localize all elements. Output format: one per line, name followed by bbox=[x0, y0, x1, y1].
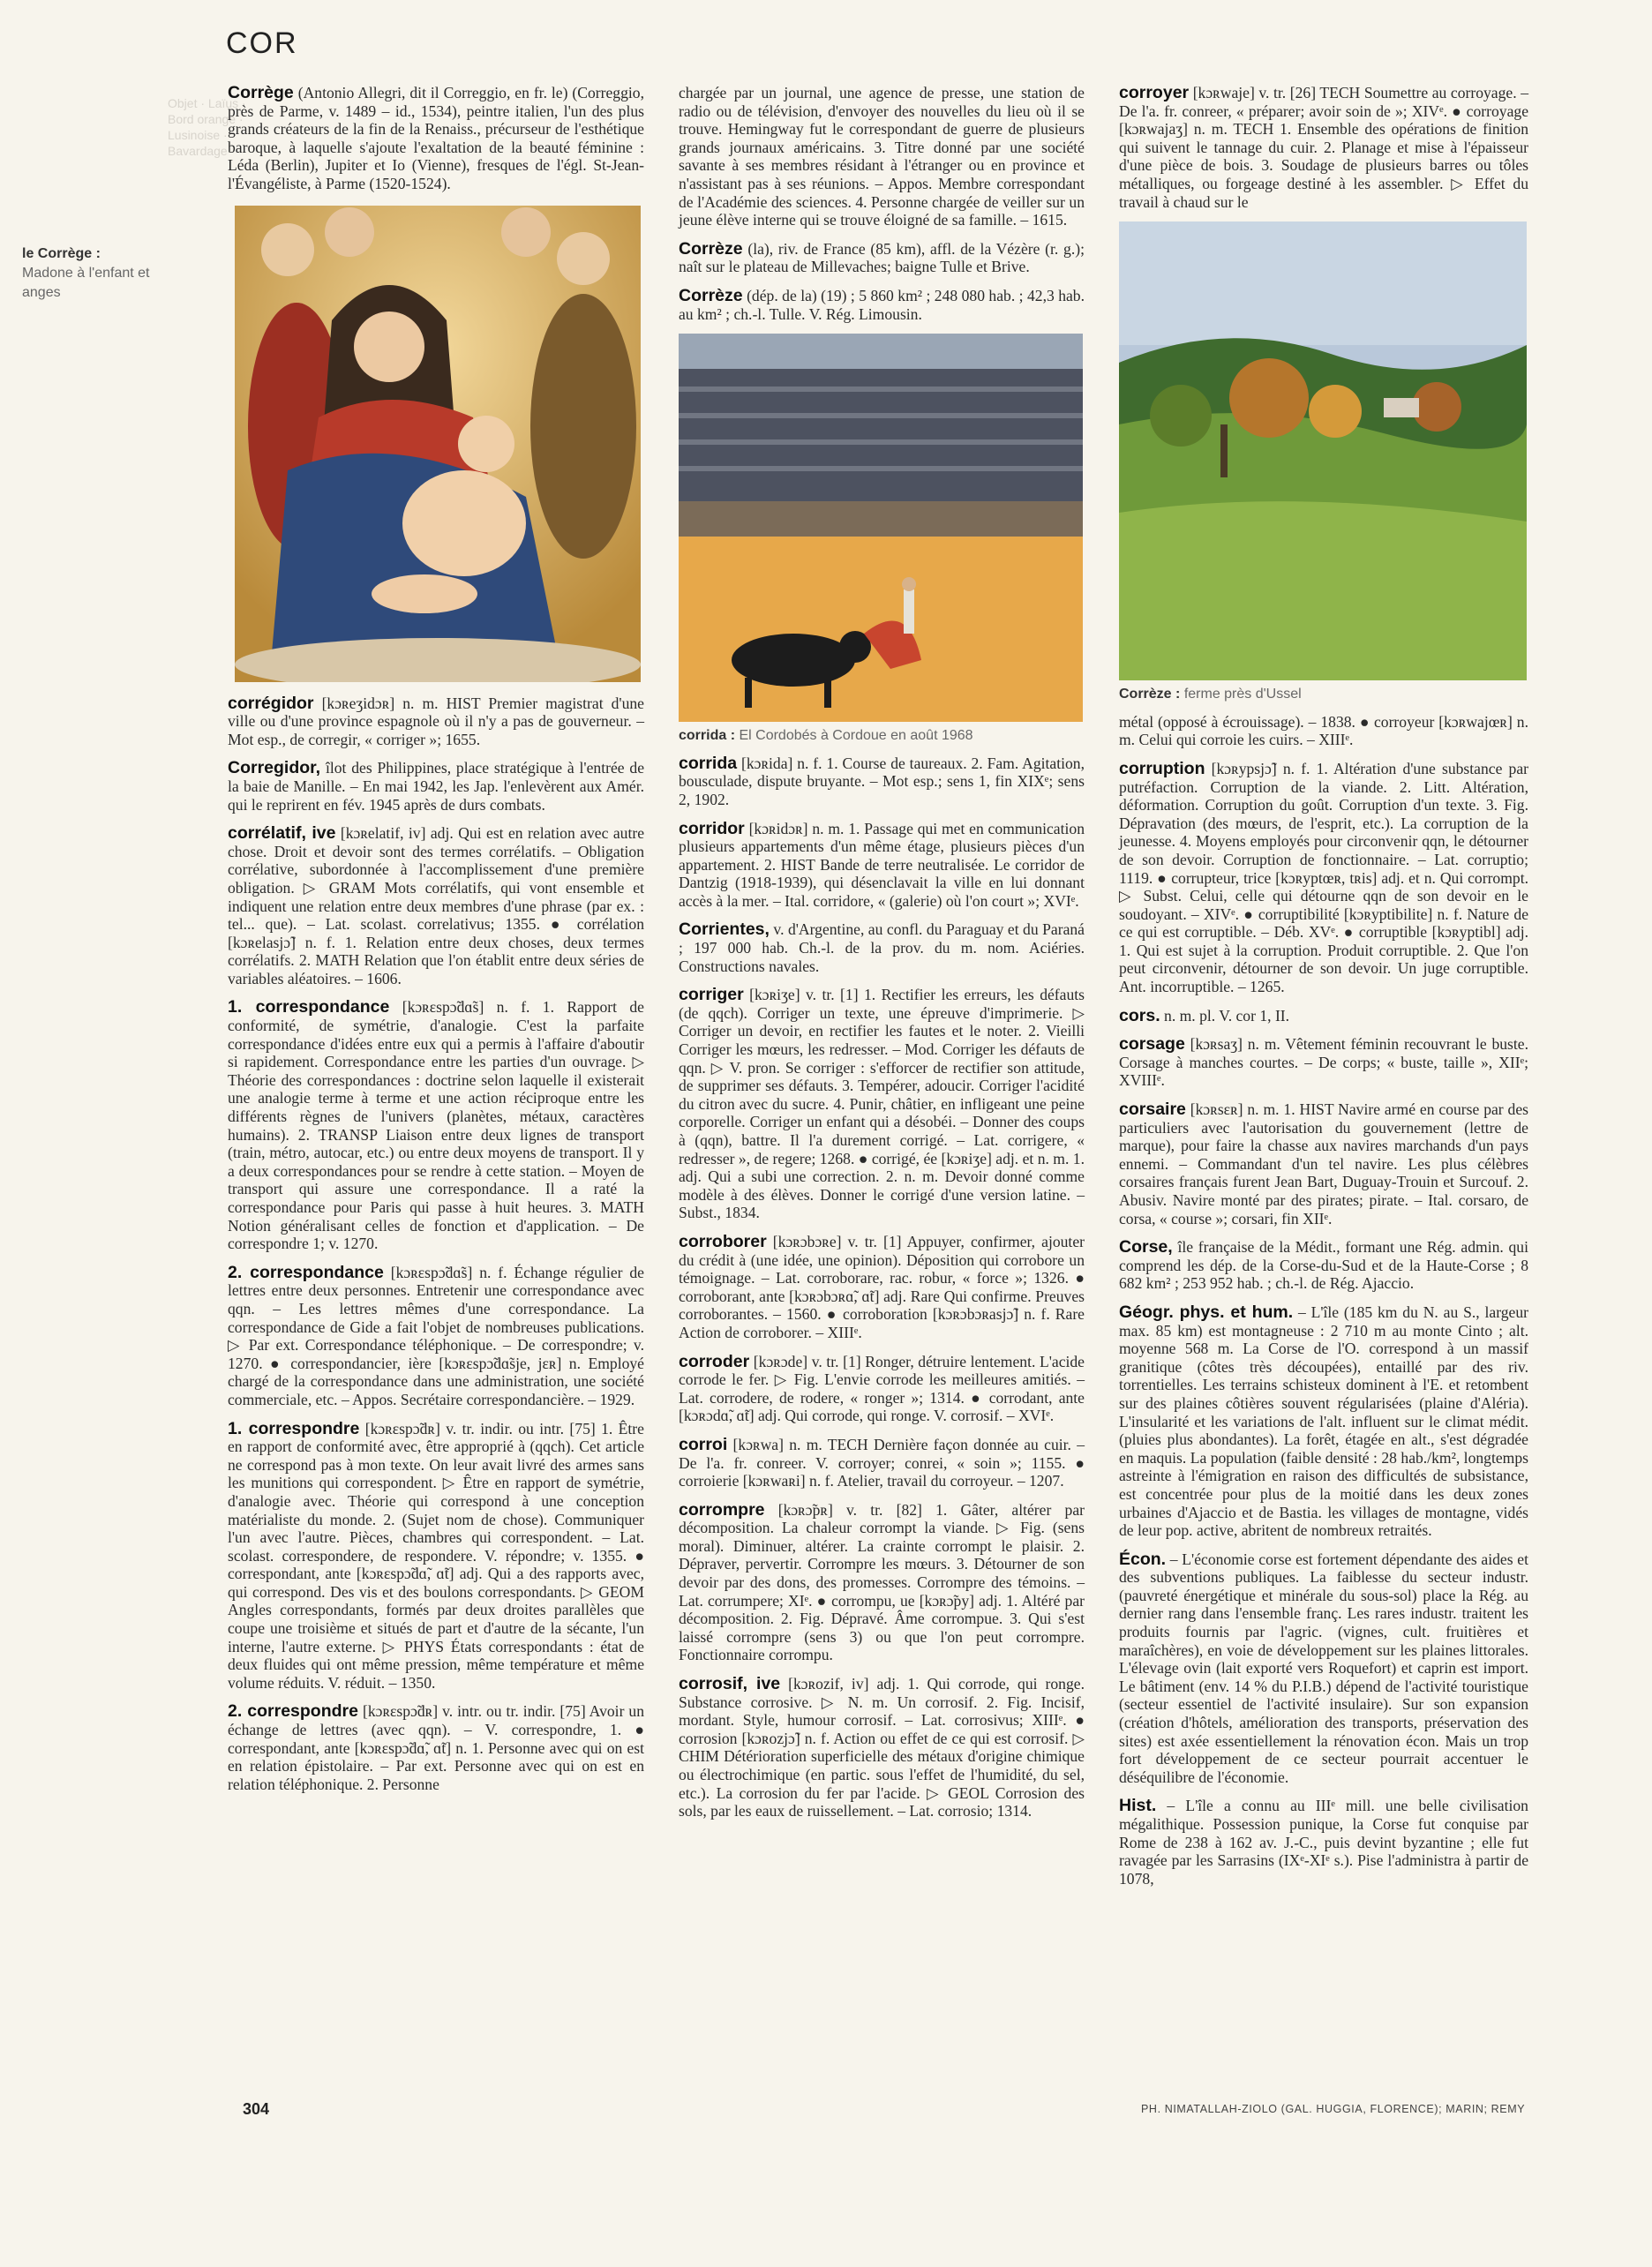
entry bbox=[228, 824, 644, 987]
headword: Corrège bbox=[228, 83, 294, 102]
definition: – L'île (185 km du N. au S., largeur max. 85 km) est montagneuse : 2 710 m au monte Cinto ; alt. moyenne 568 m. La Corse de l'O. correspond à un massif granitique (côtes très découpées), entaillé par des riv. torrentielles. Les terrains schisteux dominent à l'E. et retombent sur des plaines côtières souvent régularisées (plaine d'Aléria). L'insularité et les variations de l'alt. influent sur le climat médit. (pluies plus abondantes). La forêt, étagée en alt., s'est dégradée en maquis. La population (faible densité : 28 hab./km², longtemps astreinte à l'émigration en raison des difficultés de subsistance, est concentrée pour plus de la moitié dans les deux zones urbaines d'Ajaccio et de Bastia. les villages de montagne, vidés de leur pop. active, abritent de nombreux retraités. bbox=[1119, 1302, 1528, 1540]
entry bbox=[1119, 1035, 1528, 1090]
entry bbox=[679, 1675, 1085, 1820]
definition: [kɔʀozif, iv] adj. 1. Qui corrode, qui ronge. Substance corrosive. ▷ N. m. Un corrosif. 2. Fig. Incisif, mordant. Style, humour corrosif. – Lat. corrosivus; XIIIᵉ. ● corrosion [kɔʀozjɔ̃] n. f. Action ou effet de ce qui est corrosif. ▷ CHIM Détérioration superficielle des métaux d'origine chimique ou électrochimique (en partic. sous l'effet de l'humidité, du sel, etc.). La corrosion du fer par l'acide. ▷ GEOL Corrosion des sols, par les eaux de ruissellement. – Lat. corrosio; 1314. bbox=[679, 1675, 1085, 1820]
definition: [kɔʀɛspɔ̃dʀ] v. tr. indir. ou intr. [75] 1. Être en rapport de conformité avec, être approprié à (qqch). Cet article ne correspond pas à mon texte. On leur avait livré des armes sans les munitions qui correspondent. ▷ Être en rapport de symétrie, d'analogie avec. Théorie qui correspond à une conception matérialiste du monde. 2. (Sujet nom de chose). Communiquer l'un avec l'autre. Pièces, chambres qui correspondent. – Lat. scolast. correspondere, de respondere. V. répondre; v. 1355. ● correspondant, ante [kɔʀɛspɔ̃dɑ̃, ɑ̃t] adj. Qui a des rapports avec, qui correspond. Des vis et des boulons correspondants. ▷ GEOM Angles correspondants, formés par deux droites parallèles que coupe une troisième et situés de part et d'autre de la sécante, l'un interne, l'autre externe. ▷ PHYS États correspondants : état de deux fluides qui ont même pression, même température et même volume réduits. V. réduit. – 1350. bbox=[228, 1419, 644, 1692]
definition: (Antonio Allegri, dit il Correggio, en fr. le) (Correggio, près de Parme, v. 1489 – id., 1534), peintre italien, l'un des plus grands créateurs de la fin de la Renaiss., précurseur de l'esthétique baroque, à laquelle s'ajoute l'exaltation de la beauté féminine : Léda (Berlin), Jupiter et Io (Vienne), fresques de l'égl. St-Jean-l'Évangéliste, à Parme (1520-1524). bbox=[228, 84, 644, 192]
correze-figure bbox=[1119, 221, 1528, 704]
entry bbox=[679, 1233, 1085, 1342]
definition: [kɔʀypsjɔ̃] n. f. 1. Altération d'une substance par putréfaction. Corruption de la viande. 2. Litt. Altération, déformation. Corruption du goût. Corruption d'un texte. 3. Fig. Dépravation (des mœurs, de l'esprit, etc.). La corruption de la jeunesse. 4. Moyens employés pour circonvenir qqn, le détourner de son devoir. Corruption de fonctionnaire. – Lat. corruptio; 1119. ● corrupteur, trice [kɔʀyptœʀ, tʀis] adj. et n. Qui corrompt. ▷ Subst. Celui, celle qui détourne qqn de son devoir en le soudoyant. – XIVᵉ. ● corruptibilité [kɔʀyptibilite] n. f. Nature de ce qui est corruptible. – Déb. XVᵉ. ● corruptible [kɔʀyptibl] adj. 1. Qui est sujet à la corruption. Produit corruptible. 2. Que l'on peut circonvenir, détourner de son devoir. Un juge corruptible. Ant. incorruptible. – 1265. bbox=[1119, 759, 1528, 996]
correze-caption-text: ferme près d'Ussel bbox=[1183, 687, 1302, 702]
definition: [kɔʀidɔʀ] n. m. 1. Passage qui met en communication plusieurs appartements d'un même étage, plusieurs pièces d'un appartement. 2. HIST Bande de terre neutralisée. Le corridor de Dantzig (1918-1939), qui désenclavait la ville en lui donnant accès à la mer. – Ital. corridore, « (galerie) où l'on court »; XVIᵉ. bbox=[679, 819, 1085, 910]
page-number: 304 bbox=[243, 2100, 270, 2118]
headword: corroborer bbox=[679, 1231, 767, 1251]
madonna-image bbox=[235, 206, 641, 682]
headword: cors. bbox=[1119, 1005, 1160, 1025]
corrida-caption-text: El Cordobés à Cordoue en août 1968 bbox=[739, 728, 973, 744]
entry bbox=[1119, 1303, 1528, 1540]
entry bbox=[1119, 713, 1528, 749]
correze-photo bbox=[1119, 221, 1527, 680]
definition: [kɔʀwaje] v. tr. [26] TECH Soumettre au corroyage. – De l'a. fr. conreer, « préparer; avoir soin de »; XIVᵉ. ● corroyage [kɔʀwajaʒ] n. m. TECH 1. Ensemble des opérations de finition qui suivent le tannage du cuir. 2. Planage et mise à l'épaisseur d'une pièce de bois. 3. Soudage de plusieurs barres ou tôles métalliques, ou forgeage destiné à les assembler. ▷ Effet du travail à chaud sur le bbox=[1119, 84, 1528, 211]
headword: 2. correspondre bbox=[228, 1701, 358, 1722]
headword: 1. correspondance bbox=[228, 997, 390, 1017]
definition: – L'économie corse est fortement dépendante des aides et des subventions publiques. La faiblesse du secteur industr. (pauvreté énergétique et minérale du sous-sol) place la Rég. au dernier rang dans l'ensemble franç. Les rares industr. traitent les produits fournis par l'agric. (vignes, cult. fruitières et maraîchères), en voie de développement sur les plaines littorales. L'élevage ovin (lait exporté vers Roquefort) et caprin est import. Le bâtiment (env. 14 % du P.I.B.) dépend de l'activité touristique (secteur essentiel de l'activité insulaire). Sur son expansion (création d'hôtels, amélioration des transports, préservation des sites) est axée essentiellement la rénovation écon. Mais un trop fort développement de ce secteur pourrait accentuer le déséquilibre de l'économie. bbox=[1119, 1550, 1528, 1786]
entry bbox=[1119, 1100, 1528, 1227]
entry bbox=[1119, 1238, 1528, 1293]
headword: corrida bbox=[679, 753, 738, 773]
definition: [kɔʀɛspɔ̃dʀ] v. intr. ou tr. indir. [75] Avoir un échange de lettres (avec qqn). – V. correspondre, 1. ● correspondant, ante [kɔʀɛspɔ̃dɑ̃, ɑ̃t] n. 1. Personne avec qui on est en relation épistolaire. – Par ext. Personne avec qui on est en relation téléphonique. 2. Personne bbox=[228, 1702, 645, 1793]
headword: Écon. bbox=[1119, 1549, 1167, 1569]
entry bbox=[228, 1264, 644, 1409]
entry bbox=[679, 986, 1085, 1222]
definition: n. m. pl. V. cor 1, II. bbox=[1164, 1006, 1290, 1025]
margin-caption-head: le Corrège : bbox=[22, 246, 101, 261]
correge-painting bbox=[235, 206, 644, 682]
definition: [kɔʀsɛʀ] n. m. 1. HIST Navire armé en course par des particuliers avec l'autorisation du gouvernement (lettre de marque), pour faire la chasse aux navires marchands d'un pays ennemi. – Commandant d'un tel navire. Les plus célèbres corsaires français furent Jean Bart, Duguay-Trouin et Surcouf. 2. Abusiv. Navire monté par des pirates; pirate. – Ital. corsaro, de corsa, « course »; corsari, fin XIIᵉ. bbox=[1119, 1100, 1528, 1227]
margin-caption-text: Madone à l'enfant et anges bbox=[22, 266, 150, 300]
headword: corrélatif, ive bbox=[228, 823, 336, 844]
photo-credits: PH. NIMATALLAH-ZIOLO (GAL. HUGGIA, FLORENCE); MARIN; REMY bbox=[1141, 2103, 1526, 2115]
headword: corsaire bbox=[1119, 1100, 1186, 1120]
correze-caption-head: Corrèze : bbox=[1119, 687, 1181, 702]
entry bbox=[228, 1420, 644, 1693]
definition: [kɔʀida] n. f. 1. Course de taureaux. 2. Fam. Agitation, bousculade, dispute bruyante. – Mot esp.; sens 1, fin XIXᵉ; sens 2, 1902. bbox=[679, 754, 1085, 808]
definition: (la), riv. de France (85 km), affl. de la Vézère (r. g.); naît sur le plateau de Millevaches; baigne Tulle et Brive. bbox=[679, 239, 1085, 276]
column-3 bbox=[1119, 84, 1528, 1898]
entry bbox=[1119, 760, 1528, 996]
definition: (dép. de la) (19) ; 5 860 km² ; 248 080 hab. ; 42,3 hab. au km² ; ch.-l. Tulle. V. Rég. Limousin. bbox=[679, 286, 1085, 323]
headword: Hist. bbox=[1119, 1796, 1157, 1816]
headword: corroder bbox=[679, 1351, 750, 1371]
headword: Corse, bbox=[1119, 1237, 1173, 1257]
entry bbox=[679, 754, 1085, 809]
correze-caption bbox=[1119, 686, 1528, 704]
entry bbox=[228, 1702, 644, 1793]
headword: Géogr. phys. et hum. bbox=[1119, 1302, 1294, 1322]
definition: [kɔʀeʒidɔʀ] n. m. HIST Premier magistrat d'une ville ou d'une province espagnole où il n'y a pas de gouverneur. – Mot esp., de corregir, « corriger »; 1655. bbox=[228, 694, 644, 748]
column-2 bbox=[679, 84, 1085, 1831]
headword: corroyer bbox=[1119, 83, 1190, 102]
headword: corridor bbox=[679, 818, 745, 838]
definition: – L'île a connu au IIIᵉ mill. une belle civilisation mégalithique. Possession punique, la Corse fut conquise par Rome de 238 à 162 av. J.-C., puis devint byzantine ; elle fut ravagée par les Sarrasins (IXᵉ-XIᵉ s.). Pise l'administra à partir de 1078, bbox=[1119, 1797, 1528, 1888]
definition: [kɔʀwa] n. m. TECH Dernière façon donnée au cuir. – De l'a. fr. conreer. V. corroyer; conrei, « soin »; 1155. ● corroierie [kɔʀwaʀi] n. f. Atelier, travail du corroyeur. – 1207. bbox=[679, 1435, 1085, 1490]
entry bbox=[228, 759, 644, 814]
headword: 1. correspondre bbox=[228, 1418, 360, 1438]
headword: corrégidor bbox=[228, 693, 314, 713]
corrida-caption-head: corrida : bbox=[679, 728, 736, 744]
headword: corsage bbox=[1119, 1034, 1185, 1055]
entry bbox=[679, 920, 1085, 975]
definition: [kɔʀsaʒ] n. m. Vêtement féminin recouvrant le buste. Corsage à manches courtes. – De corps; « buste, taille », XIIᵉ; XVIIIᵉ. bbox=[1119, 1035, 1529, 1090]
entry bbox=[1119, 1797, 1528, 1888]
headword: 2. correspondance bbox=[228, 1262, 384, 1282]
headword: corroi bbox=[679, 1434, 728, 1454]
definition: [kɔʀelatif, iv] adj. Qui est en relation avec autre chose. Droit et devoir sont des termes corrélatifs. – Obligation corrélative, subordonnée à l'accomplissement d'une première obligation. ▷ GRAM Mots corrélatifs, qui vont ensemble et indiquent une relation entre deux membres d'une phrase (par ex. : tel... que). – Lat. scolast. correlativus; 1355. ● corrélation [kɔʀelasjɔ̃] n. f. 1. Relation entre deux choses, deux termes corrélatifs. 2. MATH Relation que l'on établit entre deux séries de variables aléatoires. – 1606. bbox=[228, 824, 645, 987]
definition: v. d'Argentine, au confl. du Paraguay et du Paraná ; 197 000 hab. Ch.-l. de la prov. du m. nom. Aciéries. Constructions navales. bbox=[679, 920, 1085, 975]
headword: corriger bbox=[679, 985, 744, 1005]
continued-entry: chargée par un journal, une agence de presse, une station de radio ou de télévision, d'envoyer des nouvelles du lieu où il se trouve. Hemingway fut le correspondant de guerre de plusieurs grands journaux américains. 3. Titre donné par une société savante à ses membres résidant à l'étranger ou en province et n'assistant pas à ses réunions. – Appos. Membre correspondant de l'Académie des sciences. 4. Personne chargée de veiller sur un jeune élève interne qui se trouve éloigné de sa famille. – 1615. bbox=[679, 84, 1085, 229]
definition: [kɔʀɔde] v. tr. [1] Ronger, détruire lentement. L'acide corrode le fer. ▷ Fig. L'envie corrode les meilleures amitiés. – Lat. corrodere, de rodere, « ronger »; 1314. ● corrodant, ante [kɔʀɔdɑ̃, ɑ̃t] adj. Qui corrode, qui ronge. V. corrosif. – XVIᵉ. bbox=[679, 1352, 1085, 1425]
entry bbox=[1119, 1550, 1528, 1787]
definition: [kɔʀiʒe] v. tr. [1] 1. Rectifier les erreurs, les défauts (de qqch). Corriger un texte, une épreuve d'imprimerie. ▷ Corriger un devoir, en rectifier les fautes et le noter. 2. Vieilli Corriger les mœurs, les redresser. – Mod. Corriger les défauts de qqn. ▷ V. pron. Se corriger : s'efforcer de rectifier son attitude, de supprimer ses défauts. 3. Tempérer, adoucir. Corriger l'acidité du citron avec du sucre. 4. Punir, châtier, en infligeant une peine corporelle. Corriger un enfant qui a désobéi. – Donner des coups à (qqn), battre. Il l'a durement corrigé. – Lat. corrigere, « redresser », de regere; 1268. ● corrigé, ée [kɔʀiʒe] adj. et n. m. 1. adj. Qui a subi une correction. 2. n. m. Devoir donné comme modèle à des élèves. Donner le corrigé d'une version latine. – Subst., 1834. bbox=[679, 986, 1085, 1222]
headword: corruption bbox=[1119, 758, 1205, 778]
entry bbox=[1119, 1007, 1528, 1025]
entry bbox=[679, 240, 1085, 276]
definition: métal (opposé à écrouissage). – 1838. ● corroyeur [kɔʀwajœʀ] n. m. Celui qui corroie les cuirs. – XIIIᵉ. bbox=[1119, 712, 1528, 749]
entry bbox=[679, 1436, 1085, 1490]
entry bbox=[228, 998, 644, 1252]
corrida-figure bbox=[679, 334, 1085, 746]
entry bbox=[679, 287, 1085, 323]
definition: [kɔʀɔbɔʀe] v. tr. [1] Appuyer, confirmer, ajouter du crédit à (une idée, une opinion). Déposition qui corrobore un témoignage. – Lat. corroborare, rac. robur, « force »; 1326. ● corroborant, ante [kɔʀɔbɔʀɑ̃, ɑ̃t] adj. Rare Qui confirme. Preuves corroborantes. – 1560. ● corroboration [kɔʀɔbɔʀasjɔ̃] n. f. Rare Action de corroborer. – XIIIᵉ. bbox=[679, 1232, 1085, 1341]
definition: [kɔʀɛspɔ̃dɑ̃s] n. f. Échange régulier de lettres entre deux personnes. Entretenir une correspondance avec qqn. – Les lettres mêmes d'une correspondance. La correspondance de Gide a fait l'objet de nombreuses publications. ▷ Par ext. Correspondance téléphonique. – De correspondre; v. 1270. ● correspondancier, ière [kɔʀɛspɔ̃dɑ̃sje, jɛʀ] n. Employé chargé de la correspondance dans une administration, une société commerciale, etc. – Appos. Secrétaire correspondancière. – 1929. bbox=[228, 1263, 644, 1408]
column-1 bbox=[228, 84, 644, 1804]
faded-margin-note: Objet · Laïus · Bord orange · Lusinoise · Bavardage bbox=[168, 96, 246, 158]
definition: île française de la Médit., formant une Rég. admin. qui comprend les dép. de la Corse-du-Sud et de la Haute-Corse ; 8 682 km² ; 253 952 hab. ; ch.-l. de Rég. Ajaccio. bbox=[1119, 1238, 1528, 1293]
entry bbox=[679, 1353, 1085, 1425]
headword: Corrèze bbox=[679, 285, 743, 305]
definition: [kɔʀɛspɔ̃dɑ̃s] n. f. 1. Rapport de conformité, de symétrie, d'analogie. C'est la parfaite correspondance d'idées entre eux qui a permis à l'affaire d'aboutir si rapidement. Correspondance entre les parties d'un ouvrage. ▷ Théorie des correspondances : doctrine selon laquelle il existerait une analogie terme à terme et une action réciproque entre les différents règnes de l'univers (planètes, métaux, caractères humains). 2. TRANSP Liaison entre deux lignes de transport (train, métro, autocar, etc.) ou entre deux moyens de transport. Il y a deux correspondances pour se rendre à cette station. – Moyen de transport qui assure une correspondance. Il a raté la correspondance pour Paris qui passe à huit heures. 3. MATH Notion généralisant celles de fonction et d'application. – De correspondre 1; v. 1270. bbox=[228, 998, 644, 1253]
headword: Corregidor, bbox=[228, 758, 321, 778]
definition: [kɔʀɔ̃pʀ] v. tr. [82] 1. Gâter, altérer par décomposition. La chaleur corrompt la viande. ▷ Fig. (sens moral). Diminuer, altérer. La crainte corrompt le plaisir. 2. Dépraver, pervertir. Corrompre les mœurs. 3. Détourner de son devoir par des dons, des promesses. Corrompre des témoins. – Lat. corrumpere; XIᵉ. ● corrompu, ue [kɔʀɔ̃py] adj. 1. Altéré par décomposition. 2. Fig. Dépravé. Âme corrompue. 3. Qui s'est laissé corrompre (sens 3) ou que l'on peut corrompre. Fonctionnaire corrompu. bbox=[679, 1500, 1085, 1664]
entry bbox=[679, 1501, 1085, 1664]
headword: corrosif, ive bbox=[679, 1674, 781, 1694]
corrida-caption bbox=[679, 727, 1085, 746]
entry bbox=[1119, 84, 1528, 211]
running-head: COR bbox=[226, 26, 298, 60]
entry bbox=[228, 84, 644, 193]
headword: Corrientes, bbox=[679, 920, 770, 940]
headword: Corrèze bbox=[679, 238, 743, 259]
entry bbox=[679, 820, 1085, 911]
headword: corrompre bbox=[679, 1499, 765, 1520]
margin-caption bbox=[22, 244, 190, 303]
definition: îlot des Philippines, place stratégique à l'entrée de la baie de Manille. – En mai 1942, les Jap. l'enlevèrent aux Amér. qui le reprirent en fév. 1945 après de durs combats. bbox=[228, 759, 644, 814]
entry bbox=[228, 694, 644, 749]
corrida-photo bbox=[679, 334, 1083, 722]
